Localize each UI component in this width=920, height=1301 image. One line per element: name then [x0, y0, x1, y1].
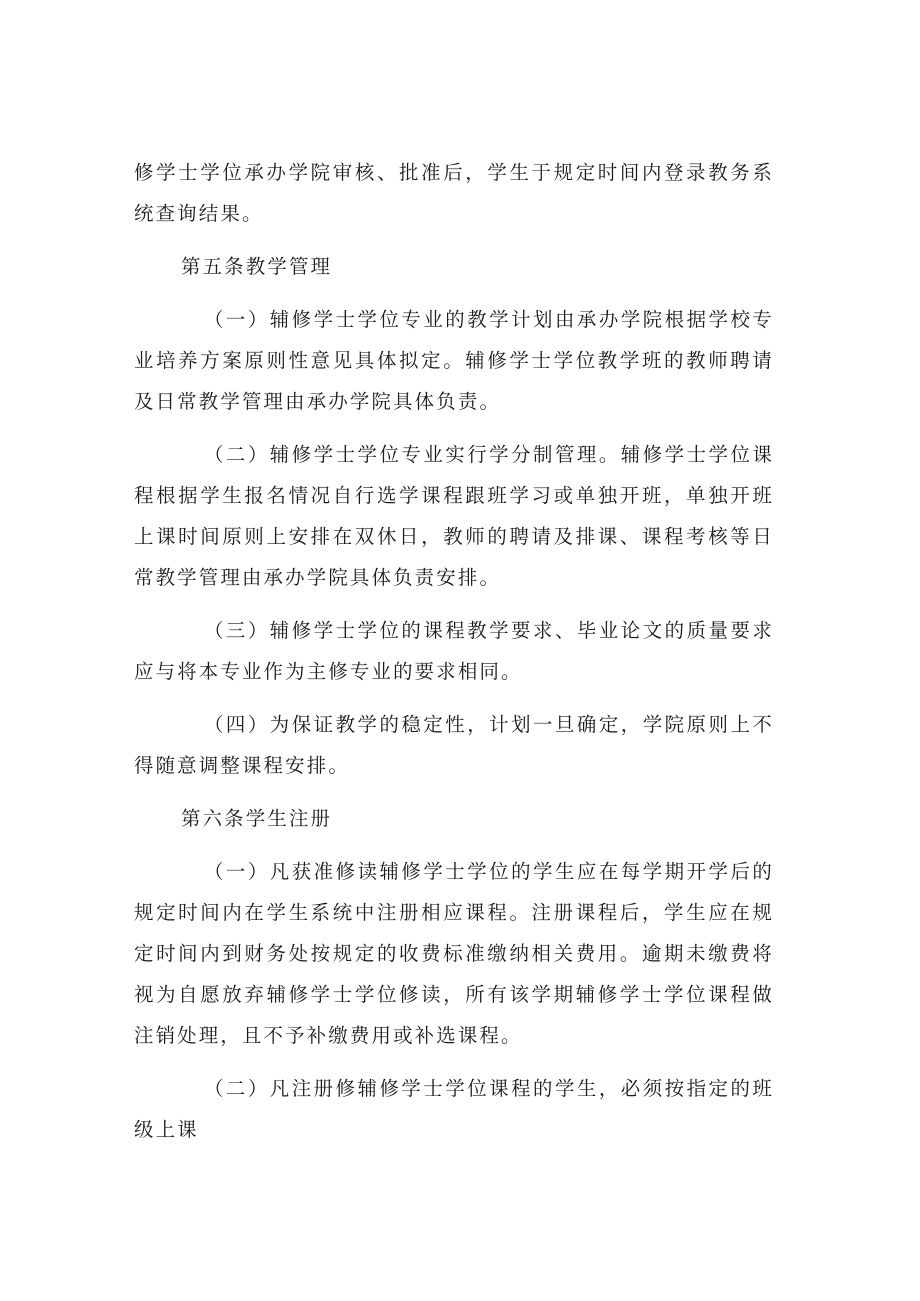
paragraph-item-5-1: （一）辅修学士学位专业的教学计划由承办学院根据学校专业培养方案原则性意见具体拟定。辅修学士学位教学班的教师聘请及日常教学管理由承办学院具体负责。	[134, 308, 774, 413]
section-heading-article-6: 第六条学生注册	[181, 807, 333, 830]
paragraph-item-5-2: （二）辅修学士学位专业实行学分制管理。辅修学士学位课程根据学生报名情况自行选学课程跟班学习或单独开班，单独开班上课时间原则上安排在双休日，教师的聘请及排课、课程考核等日常教学管理由承办学院具体负责安排。	[134, 443, 774, 589]
paragraph-continuation: 修学士学位承办学院审核、批准后，学生于规定时间内登录教务系统查询结果。	[134, 161, 774, 225]
section-heading-article-5: 第五条教学管理	[181, 255, 333, 278]
paragraph-item-6-1: （一）凡获准修读辅修学士学位的学生应在每学期开学后的规定时间内在学生系统中注册相应课程。注册课程后，学生应在规定时间内到财务处按规定的收费标准缴纳相关费用。逾期未缴费将视为自愿放弃辅修学士学位修读，所有该学期辅修学士学位课程做注销处理，且不予补缴费用或补选课程。	[134, 860, 774, 1047]
paragraph-item-5-4: （四）为保证教学的稳定性，计划一旦确定，学院原则上不得随意调整课程安排。	[134, 713, 774, 777]
document-body	[134, 152, 774, 1162]
paragraph-item-5-3: （三）辅修学士学位的课程教学要求、毕业论文的质量要求应与将本专业作为主修专业的要求相同。	[134, 619, 774, 683]
paragraph-item-6-2: （二）凡注册修辅修学士学位课程的学生，必须按指定的班级上课	[134, 1077, 774, 1141]
